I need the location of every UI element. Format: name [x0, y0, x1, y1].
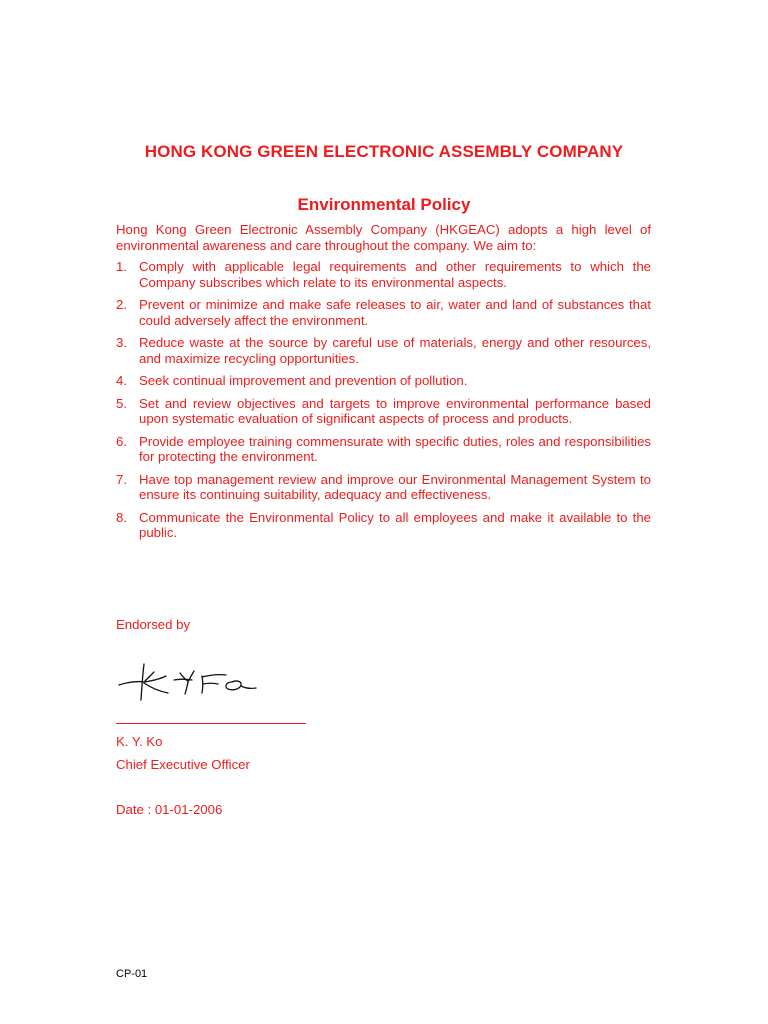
list-item-text: Seek continual improvement and prevention of pollution.	[139, 373, 468, 388]
list-item-text: Comply with applicable legal requirements and other requirements to which the Company subscribes which relate to its environmental aspects.	[139, 259, 651, 290]
policy-list	[116, 259, 651, 541]
list-item-text: Reduce waste at the source by careful use of materials, energy and other resources, and maximize recycling opportunities.	[139, 335, 651, 366]
policy-body	[116, 222, 651, 548]
list-item-number: 4.	[116, 373, 127, 388]
list-item-number: 1.	[116, 259, 127, 274]
list-item	[116, 396, 651, 427]
endorsed-label: Endorsed by	[116, 617, 191, 632]
list-item	[116, 373, 651, 389]
signer-name: K. Y. Ko	[116, 734, 163, 749]
signature-line	[116, 723, 306, 724]
policy-title: Environmental Policy	[297, 195, 471, 214]
footer-document-code: CP-01	[116, 968, 148, 980]
list-item	[116, 510, 651, 541]
list-item-text: Have top management review and improve our Environmental Management System to ensure its continuing suitability, adequacy and effectiveness.	[139, 471, 651, 502]
signer-title: Chief Executive Officer	[116, 757, 250, 772]
document-date: Date : 01-01-2006	[116, 802, 223, 817]
list-item-number: 3.	[116, 335, 127, 350]
list-item-number: 8.	[116, 509, 127, 525]
company-name: HONG KONG GREEN ELECTRONIC ASSEMBLY COMPANY	[144, 142, 624, 161]
list-item	[116, 335, 651, 366]
intro-paragraph: Hong Kong Green Electronic Assembly Company (HKGEAC) adopts a high level of environmental awareness and care throughout the company. We aim to:	[116, 222, 651, 253]
list-item	[116, 434, 651, 465]
list-item-text: Set and review objectives and targets to improve environmental performance based upon systematic evaluation of significant aspects of process and products.	[139, 395, 651, 426]
list-item-text: Prevent or minimize and make safe releases to air, water and land of substances that could adversely affect the environment.	[139, 297, 651, 328]
list-item-text: Provide employee training commensurate with specific duties, roles and responsibilities for protecting the environment.	[139, 433, 651, 464]
list-item-text: Communicate the Environmental Policy to all employees and make it available to the public.	[139, 509, 651, 540]
list-item	[116, 297, 651, 328]
signature-image	[114, 660, 264, 702]
list-item-number: 5.	[116, 395, 127, 411]
list-item	[116, 472, 651, 503]
list-item	[116, 259, 651, 290]
list-item-number: 7.	[116, 471, 127, 487]
list-item-number: 2.	[116, 297, 127, 312]
list-item-number: 6.	[116, 433, 127, 449]
